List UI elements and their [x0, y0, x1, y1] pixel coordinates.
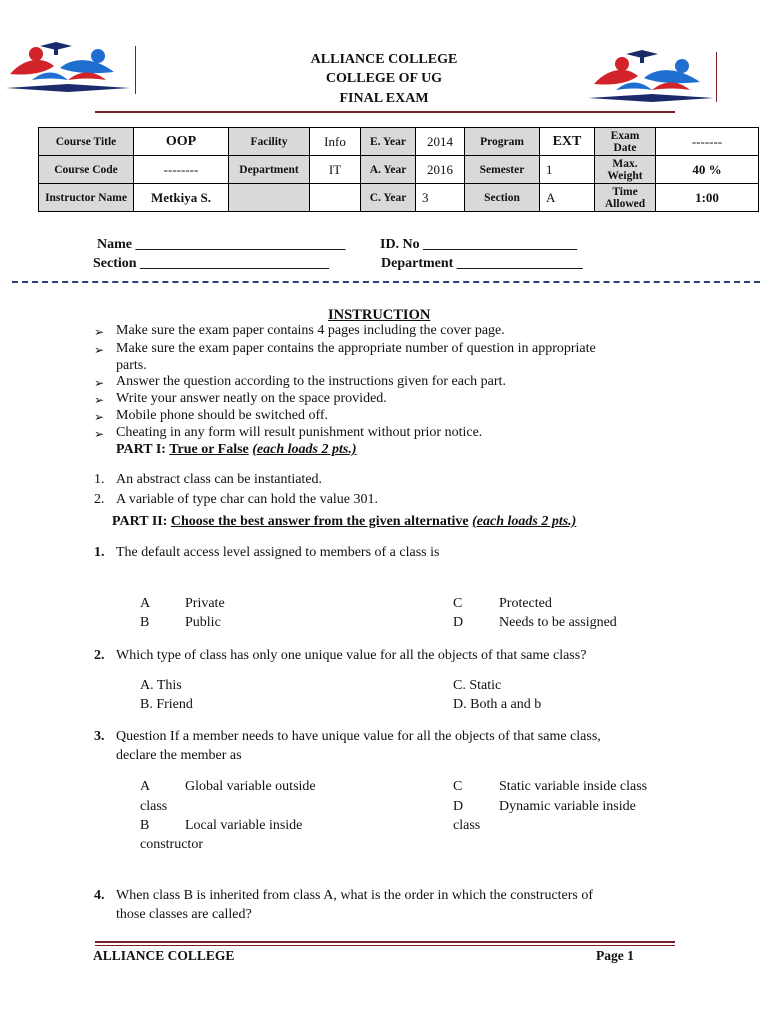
cut-line: [12, 281, 760, 283]
table-row: [39, 128, 759, 156]
instruction-item: Mobile phone should be switched off.: [116, 408, 329, 423]
label-semester: Semester: [465, 156, 540, 184]
part2-question-cont: those classes are called?: [116, 907, 252, 922]
part2-q-number: 3.: [94, 729, 105, 744]
value-semester: 1: [540, 156, 595, 184]
label-c-year: C. Year: [361, 184, 416, 212]
part1-loads: (each loads 2 pts.): [252, 442, 357, 457]
value-facility: Info: [310, 128, 361, 156]
value-course-title: OOP: [134, 128, 229, 156]
option-text[interactable]: Private: [185, 596, 225, 611]
label-time-allowed: Time Allowed: [595, 184, 656, 212]
part2-title: Choose the best answer from the given alternative: [170, 514, 469, 529]
option-letter: A: [140, 596, 151, 611]
label-course-title: Course Title: [39, 128, 134, 156]
option-letter: C: [453, 596, 463, 611]
instruction-item: Make sure the exam paper contains the appropriate number of question in appropriate: [116, 341, 596, 356]
option-letter: C: [453, 779, 463, 794]
part1-q-number: 2.: [94, 492, 105, 507]
label-instructor-name: Instructor Name: [39, 184, 134, 212]
page-number: Page 1: [596, 948, 634, 963]
part1-label: PART I:: [116, 442, 166, 457]
label-a-year: A. Year: [361, 156, 416, 184]
footer-divider: [95, 945, 675, 946]
course-info-table: [38, 127, 759, 212]
option-letter: B: [140, 818, 150, 833]
part2-question: Which type of class has only one unique value for all the objects of that same class?: [116, 648, 587, 663]
part2-q-number: 1.: [94, 545, 105, 560]
value-instructor-name: Metkiya S.: [134, 184, 229, 212]
value-a-year: 2016: [416, 156, 465, 184]
part1-question: An abstract class can be instantiated.: [116, 472, 323, 487]
instruction-item: Make sure the exam paper contains 4 pages including the cover page.: [116, 323, 505, 338]
value-time-allowed: 1:00: [656, 184, 759, 212]
option-text-cont: constructor: [140, 837, 203, 852]
option-text[interactable]: Protected: [499, 596, 552, 611]
instruction-item: Cheating in any form will result punishment without prior notice.: [116, 425, 483, 440]
value-exam-date: -------: [656, 128, 759, 156]
part2-label: PART II:: [112, 514, 168, 529]
value-department: IT: [310, 156, 361, 184]
option-letter: D: [453, 799, 464, 814]
option-text[interactable]: Global variable outside: [185, 779, 316, 794]
instruction-title: INSTRUCTION: [328, 307, 431, 323]
table-row: [39, 184, 759, 212]
part2-q-number: 2.: [94, 648, 105, 663]
option-text-cont: class: [453, 818, 481, 833]
college-subtitle: COLLEGE OF UG: [325, 71, 443, 86]
option-text[interactable]: D. Both a and b: [453, 697, 542, 712]
department-field[interactable]: Department __________________: [381, 256, 583, 271]
part2-loads: (each loads 2 pts.): [472, 514, 577, 529]
arrow-bullet-icon: ➢: [94, 410, 105, 424]
table-row: [39, 156, 759, 184]
value-c-year: 3: [416, 184, 465, 212]
option-text[interactable]: Dynamic variable inside: [499, 799, 636, 814]
label-e-year: E. Year: [361, 128, 416, 156]
option-text[interactable]: C. Static: [453, 678, 502, 693]
value-course-code: --------: [134, 156, 229, 184]
arrow-bullet-icon: ➢: [94, 376, 105, 390]
footer-college: ALLIANCE COLLEGE: [93, 948, 235, 963]
part2-question: When class B is inherited from class A, what is the order in which the constructers of: [116, 888, 594, 903]
section-field[interactable]: Section ___________________________: [93, 256, 330, 271]
option-letter: A: [140, 779, 151, 794]
option-text[interactable]: Local variable inside: [185, 818, 303, 833]
value-program: EXT: [540, 128, 595, 156]
arrow-bullet-icon: ➢: [94, 393, 105, 407]
part2-question: The default access level assigned to members of a class is: [116, 545, 440, 560]
label-facility: Facility: [229, 128, 310, 156]
value-max-weight: 40 %: [656, 156, 759, 184]
blank-cell: [310, 184, 361, 212]
option-letter: D: [453, 615, 464, 630]
label-section: Section: [465, 184, 540, 212]
instruction-item: Write your answer neatly on the space provided.: [116, 391, 387, 406]
option-text[interactable]: Static variable inside class: [499, 779, 648, 794]
part2-q-number: 4.: [94, 888, 105, 903]
value-section: A: [540, 184, 595, 212]
option-text-cont: class: [140, 799, 168, 814]
name-field[interactable]: Name ______________________________: [97, 237, 346, 252]
instruction-item-cont: parts.: [116, 358, 147, 373]
part1-heading: [116, 442, 356, 458]
header-divider: [95, 111, 675, 113]
part1-question: A variable of type char can hold the value 301.: [116, 492, 379, 507]
id-field[interactable]: ID. No ______________________: [380, 237, 578, 252]
instruction-item: Answer the question according to the instructions given for each part.: [116, 374, 506, 389]
label-course-code: Course Code: [39, 156, 134, 184]
college-name: ALLIANCE COLLEGE: [310, 52, 458, 67]
blank-cell: [229, 184, 310, 212]
part2-heading: [112, 514, 576, 530]
option-text[interactable]: Needs to be assigned: [499, 615, 617, 630]
option-letter: B: [140, 615, 150, 630]
part1-q-number: 1.: [94, 472, 105, 487]
part2-question-cont: declare the member as: [116, 748, 242, 763]
value-e-year: 2014: [416, 128, 465, 156]
arrow-bullet-icon: ➢: [94, 325, 105, 339]
label-program: Program: [465, 128, 540, 156]
arrow-bullet-icon: ➢: [94, 427, 105, 441]
option-text[interactable]: B. Friend: [140, 697, 193, 712]
label-department: Department: [229, 156, 310, 184]
option-text[interactable]: Public: [185, 615, 221, 630]
arrow-bullet-icon: ➢: [94, 343, 105, 357]
footer-divider: [95, 941, 675, 943]
college-logo-left: [2, 40, 136, 96]
label-exam-date: Exam Date: [595, 128, 656, 156]
option-text[interactable]: A. This: [140, 678, 182, 693]
exam-title: FINAL EXAM: [339, 91, 429, 106]
part1-title: True or False: [169, 442, 249, 457]
part2-question: Question If a member needs to have unique value for all the objects of that same class,: [116, 729, 601, 744]
label-max-weight: Max. Weight: [595, 156, 656, 184]
